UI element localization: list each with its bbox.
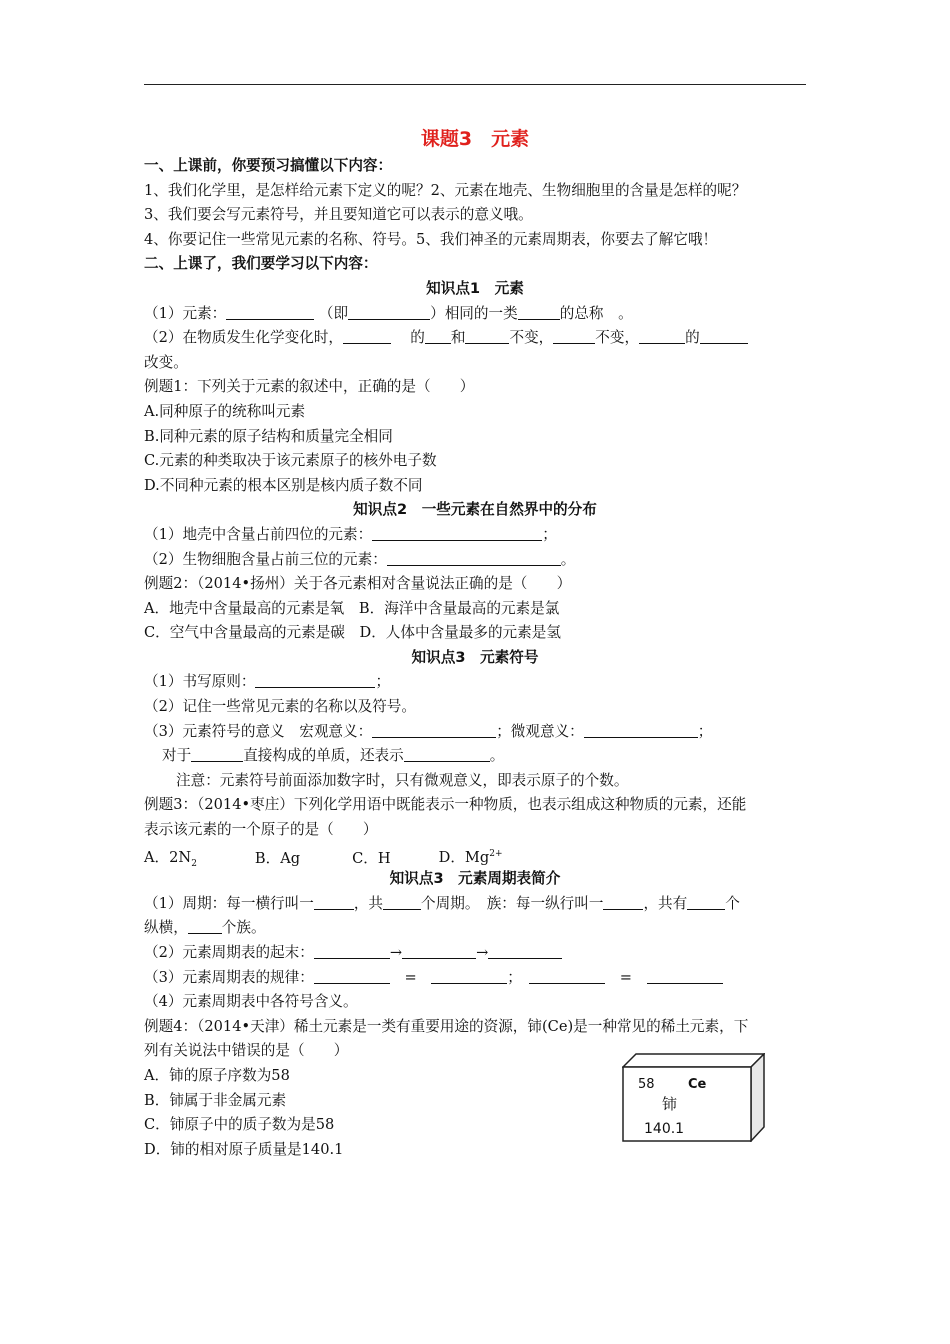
answer-option: B．海洋中含量最高的元素是氯 <box>358 599 560 617</box>
section1-item: 1、我们化学里，是怎样给元素下定义的呢？2、元素在地壳、生物细胞里的含量是怎样的呢？ <box>144 181 747 199</box>
arrow-icon: → <box>476 944 489 961</box>
element-symbol: Ce <box>688 1077 707 1092</box>
k1-line3: 改变。 <box>144 353 188 371</box>
k2-line2: （2）生物细胞含量占前三位的元素： 。 <box>144 550 576 568</box>
periodic-table-cell <box>622 1053 765 1142</box>
k4-line3: （2）元素周期表的起末： → → <box>144 941 806 966</box>
answer-options-row <box>144 843 806 868</box>
answer-option: C．空气中含量最高的元素是碳 <box>144 624 345 642</box>
fill-blank[interactable] <box>314 968 390 984</box>
section1-item: 4、你要记住一些常见元素的名称、符号。5、我们神圣的元素周期表，你要去了解它哦！ <box>144 230 718 248</box>
k1-line1: （1）元素： （即 ）相同的一类 的总称 。 <box>144 304 633 322</box>
k2-line1: （1）地壳中含量占前四位的元素： ； <box>144 525 557 543</box>
atomic-number: 58 <box>638 1077 655 1092</box>
answer-options-row <box>144 597 806 622</box>
k3-line3: （3）元素符号的意义 宏观意义： ；微观意义： ； <box>144 722 713 740</box>
fill-blank[interactable] <box>553 328 595 344</box>
section1-item: 3、我们要会写元素符号，并且要知道它可以表示的意义哦。 <box>144 206 533 224</box>
fill-blank[interactable] <box>404 746 490 762</box>
k3-note: 注意：元素符号前面添加数字时，只有微观意义，即表示原子的个数。 <box>176 771 629 789</box>
fill-blank[interactable] <box>465 328 509 344</box>
fill-blank[interactable] <box>431 968 507 984</box>
example-question-cont: 列有关说法中错误的是（ ） <box>144 1042 349 1060</box>
answer-option: D.不同种元素的根本区别是核内质子数不同 <box>144 476 423 494</box>
answer-option: B.同种元素的原子结构和质量完全相同 <box>144 427 393 445</box>
fill-blank[interactable] <box>348 304 430 320</box>
fill-blank[interactable] <box>383 894 421 910</box>
fill-blank[interactable] <box>387 550 561 566</box>
fill-blank[interactable] <box>529 968 605 984</box>
k2-heading: 知识点2 一些元素在自然界中的分布 <box>353 501 597 519</box>
atomic-mass: 140.1 <box>644 1121 685 1137</box>
k4-line4: （3）元素周期表的规律： = ； = <box>144 966 806 991</box>
fill-blank[interactable] <box>314 894 354 910</box>
k3-heading: 知识点3 元素符号 <box>411 648 539 666</box>
worksheet <box>144 124 806 1162</box>
fill-blank[interactable] <box>603 894 643 910</box>
k4-line2: 纵横， 个族。 <box>144 919 266 937</box>
k1-line2: （2）在物质发生化学变化时， 的 和 不变， 不变， 的 <box>144 326 806 351</box>
k4-line5: （4）元素周期表中各符号含义。 <box>144 993 358 1011</box>
answer-option: A．$2N_2$ <box>144 849 197 870</box>
page-title: 课题3 元素 <box>420 128 530 150</box>
fill-blank[interactable] <box>518 304 560 320</box>
section1-heading: 一、上课前，你要预习搞懂以下内容： <box>144 157 393 174</box>
fill-blank[interactable] <box>687 894 725 910</box>
section2-heading: 二、上课了，我们要学习以下内容： <box>144 255 378 273</box>
arrow-icon: → <box>389 944 403 961</box>
fill-blank[interactable] <box>191 746 243 762</box>
k1-heading: 知识点1 元素 <box>426 279 524 297</box>
k3-line4: 对于 直接构成的单质，还表示 。 <box>162 747 505 765</box>
fill-blank[interactable] <box>488 943 562 959</box>
example-question-cont: 表示该元素的一个原子的是（ ） <box>144 821 378 839</box>
answer-option: A.同种原子的统称叫元素 <box>144 402 306 420</box>
answer-options-row <box>144 621 806 646</box>
answer-option: B．Ag <box>254 849 301 867</box>
answer-option: A．铈的原子序数为58 <box>144 1066 290 1084</box>
answer-option: D．人体中含量最多的元素是氢 <box>359 624 561 642</box>
example-question: 例题4：（2014•天津）稀土元素是一类有重要用途的资源，铈(Ce)是一种常见的稀土元素，下 <box>144 1017 749 1035</box>
k3-line2: （2）记住一些常见元素的名称以及符号。 <box>144 698 416 716</box>
k4-heading: 知识点3 元素周期表简介 <box>389 870 561 888</box>
answer-option: D．$Mg^{2+}$ <box>438 849 503 867</box>
cerium-cell-image <box>622 1053 765 1142</box>
fill-blank[interactable] <box>372 525 542 541</box>
k4-line1: （1）周期：每一横行叫一 ，共 个周期。 族：每一纵行叫一 ，共有 个 <box>144 894 740 912</box>
fill-blank[interactable] <box>425 328 451 344</box>
example-question: 例题2：（2014•扬州）关于各元素相对含量说法正确的是（ ） <box>144 575 572 593</box>
element-name: 铈 <box>662 1095 678 1113</box>
fill-blank[interactable] <box>343 328 391 344</box>
answer-option: C.元素的种类取决于该元素原子的核外电子数 <box>144 452 437 470</box>
fill-blank[interactable] <box>188 918 222 934</box>
answer-option: C．H <box>352 849 391 867</box>
k3-line1: （1）书写原则： ； <box>144 673 391 691</box>
answer-option: D．铈的相对原子质量是140.1 <box>144 1140 344 1158</box>
example-question: 例题1：下列关于元素的叙述中，正确的是（ ） <box>144 378 475 396</box>
fill-blank[interactable] <box>226 304 314 320</box>
fill-blank[interactable] <box>639 328 685 344</box>
fill-blank[interactable] <box>584 722 698 738</box>
fill-blank[interactable] <box>314 943 390 959</box>
fill-blank[interactable] <box>372 722 496 738</box>
answer-option: B．铈属于非金属元素 <box>144 1091 287 1109</box>
answer-option: A．地壳中含量最高的元素是氧 <box>144 599 345 617</box>
example-question: 例题3：（2014•枣庄）下列化学用语中既能表示一种物质，也表示组成这种物质的元素，还能 <box>144 796 747 814</box>
fill-blank[interactable] <box>402 943 476 959</box>
header-rule <box>144 84 806 85</box>
fill-blank[interactable] <box>647 968 723 984</box>
fill-blank[interactable] <box>255 672 375 688</box>
fill-blank[interactable] <box>700 328 748 344</box>
answer-option: C．铈原子中的质子数为是58 <box>144 1116 335 1134</box>
